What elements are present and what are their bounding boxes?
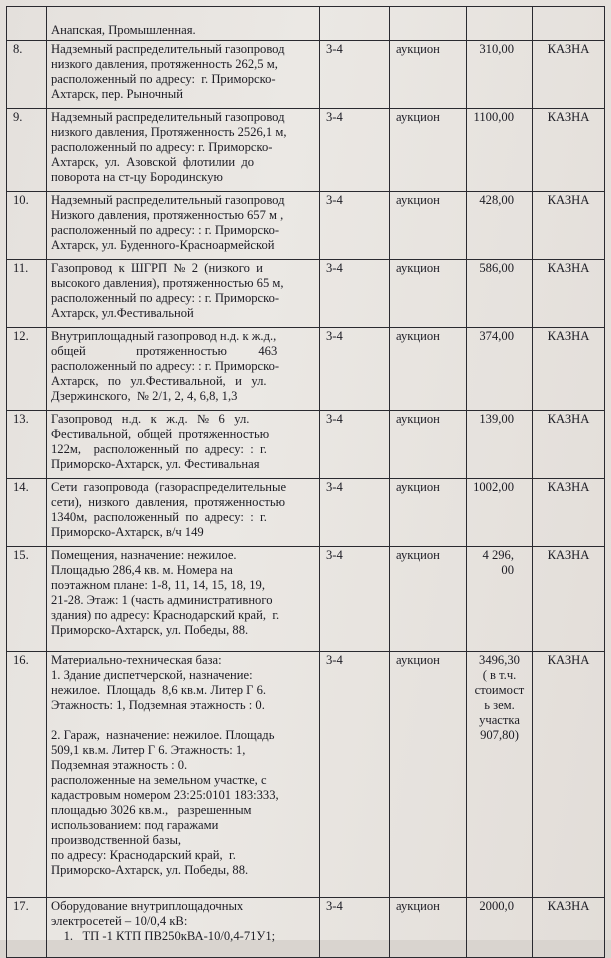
table-row bbox=[7, 898, 605, 958]
description-line: низкого давления, протяженность 262,5 м, bbox=[51, 57, 278, 71]
description-line: Сети газопровода (газораспределительные bbox=[51, 480, 287, 494]
description-line: Низкого давления, протяженностью 657 м , bbox=[51, 208, 284, 222]
description-line: Анапская, Промышленная. bbox=[51, 23, 196, 37]
description-line: сети), низкого давления, протяженностью bbox=[51, 495, 286, 509]
table-row bbox=[7, 411, 605, 479]
description-line: Ахтарск, по ул.Фестивальной, и ул. bbox=[51, 374, 267, 388]
row-sale-method: аукцион bbox=[390, 547, 467, 652]
description-line: Ахтарск, ул.Фестивальной bbox=[51, 306, 194, 320]
description-line: общей протяженностью 463 bbox=[51, 344, 278, 358]
description-line: расположенный по адресу: г. Приморско- bbox=[51, 140, 273, 154]
table-row bbox=[7, 192, 605, 260]
description-line: расположенный по адресу: г. Приморско- bbox=[51, 72, 276, 86]
description-line: электросетей – 10/0,4 кВ: bbox=[51, 914, 188, 928]
table-row bbox=[7, 328, 605, 411]
row-price bbox=[467, 328, 533, 411]
description-line: 2. Гараж, назначение: нежилое. Площадь bbox=[51, 728, 275, 742]
description-line: производственной базы, bbox=[51, 833, 182, 847]
description-line: кадастровым номером 23:25:0101 183:333, bbox=[51, 788, 279, 802]
description-line: Надземный распределительный газопровод bbox=[51, 193, 285, 207]
row-owner: КАЗНА bbox=[533, 652, 605, 898]
description-line: Подземная этажность : 0. bbox=[51, 758, 188, 772]
description-line: Газопровод н.д. к ж.д. № 6 ул. bbox=[51, 412, 250, 426]
row-number: 9. bbox=[7, 109, 47, 192]
row-price bbox=[467, 41, 533, 109]
row-owner bbox=[533, 7, 605, 41]
row-price bbox=[467, 479, 533, 547]
row-sale-method: аукцион bbox=[390, 260, 467, 328]
description-line: Ахтарск, пер. Рыночный bbox=[51, 87, 184, 101]
row-price bbox=[467, 7, 533, 41]
description-line bbox=[51, 8, 315, 23]
price-line: ь зем. bbox=[484, 698, 515, 712]
row-category: 3-4 bbox=[320, 260, 390, 328]
price-line: 428,00 bbox=[479, 193, 514, 207]
row-category: 3-4 bbox=[320, 41, 390, 109]
price-line: стоимост bbox=[474, 683, 525, 697]
row-owner: КАЗНА bbox=[533, 192, 605, 260]
row-owner: КАЗНА bbox=[533, 547, 605, 652]
price-line: 139,00 bbox=[479, 412, 514, 426]
row-price bbox=[467, 547, 533, 652]
description-line: Оборудование внутриплощадочных bbox=[51, 899, 244, 913]
table-row bbox=[7, 41, 605, 109]
row-description bbox=[47, 41, 320, 109]
price-line: участка bbox=[479, 713, 520, 727]
property-table bbox=[6, 6, 605, 958]
description-line: Внутриплощадный газопровод н.д. к ж.д., bbox=[51, 329, 277, 343]
row-sale-method: аукцион bbox=[390, 411, 467, 479]
row-number: 15. bbox=[7, 547, 47, 652]
description-line: Приморско-Ахтарск, ул. Победы, 88. bbox=[51, 623, 249, 637]
description-line: высокого давления), протяженностью 65 м, bbox=[51, 276, 284, 290]
row-number: 13. bbox=[7, 411, 47, 479]
row-price bbox=[467, 898, 533, 958]
description-line: площадью 3026 кв.м., разрешенным bbox=[51, 803, 252, 817]
row-category: 3-4 bbox=[320, 411, 390, 479]
description-line: Ахтарск, ул. Азовской флотилии до bbox=[51, 155, 255, 169]
description-line: нежилое. Площадь 8,6 кв.м. Литер Г 6. bbox=[51, 683, 267, 697]
description-line: Площадью 286,4 кв. м. Номера на bbox=[51, 563, 233, 577]
row-sale-method: аукцион bbox=[390, 192, 467, 260]
description-line: использованием: под гаражами bbox=[51, 818, 219, 832]
row-number: 12. bbox=[7, 328, 47, 411]
row-number: 17. bbox=[7, 898, 47, 958]
row-category: 3-4 bbox=[320, 479, 390, 547]
row-price bbox=[467, 411, 533, 479]
price-line: 310,00 bbox=[479, 42, 514, 56]
description-line: Приморско-Ахтарск, ул. Фестивальная bbox=[51, 457, 260, 471]
row-description bbox=[47, 260, 320, 328]
table-row bbox=[7, 652, 605, 898]
description-line: расположенные на земельном участке, с bbox=[51, 773, 267, 787]
row-sale-method: аукцион bbox=[390, 41, 467, 109]
price-line: 2000,0 bbox=[479, 899, 514, 913]
row-owner: КАЗНА bbox=[533, 898, 605, 958]
description-line: поворота на ст-цу Бородинскую bbox=[51, 170, 223, 184]
price-line: 907,80) bbox=[480, 728, 519, 742]
row-number bbox=[7, 7, 47, 41]
row-number: 14. bbox=[7, 479, 47, 547]
row-sale-method: аукцион bbox=[390, 328, 467, 411]
description-line: Газопровод к ШГРП № 2 (низкого и bbox=[51, 261, 263, 275]
row-category bbox=[320, 7, 390, 41]
row-sale-method: аукцион bbox=[390, 109, 467, 192]
description-line: 1. ТП -1 КТП ПВ250кВА-10/0,4-71У1; bbox=[51, 929, 276, 943]
row-sale-method bbox=[390, 7, 467, 41]
row-category: 3-4 bbox=[320, 547, 390, 652]
row-price bbox=[467, 192, 533, 260]
price-line: 4 296, 00 bbox=[482, 548, 518, 577]
table-row bbox=[7, 479, 605, 547]
description-line: Этажность: 1, Подземная этажность : 0. bbox=[51, 698, 265, 712]
description-line: 21-28. Этаж: 1 (часть административного bbox=[51, 593, 273, 607]
row-category: 3-4 bbox=[320, 652, 390, 898]
description-line: 1. Здание диспетчерской, назначение: bbox=[51, 668, 253, 682]
description-line: Приморско-Ахтарск, ул. Победы, 88. bbox=[51, 863, 249, 877]
description-line: Материально-техническая база: bbox=[51, 653, 222, 667]
row-number: 16. bbox=[7, 652, 47, 898]
row-description bbox=[47, 192, 320, 260]
row-price bbox=[467, 260, 533, 328]
table-row bbox=[7, 547, 605, 652]
row-sale-method: аукцион bbox=[390, 652, 467, 898]
row-category: 3-4 bbox=[320, 109, 390, 192]
description-line: расположенный по адресу: : г. Приморско- bbox=[51, 291, 280, 305]
description-line: 509,1 кв.м. Литер Г 6. Этажность: 1, bbox=[51, 743, 246, 757]
description-line: расположенный по адресу: : г. Приморско- bbox=[51, 223, 280, 237]
description-line: Дзержинского, № 2/1, 2, 4, 6,8, 1,3 bbox=[51, 389, 238, 403]
row-owner: КАЗНА bbox=[533, 41, 605, 109]
row-number: 11. bbox=[7, 260, 47, 328]
description-line: здания) по адресу: Краснодарский край, г. bbox=[51, 608, 280, 622]
description-line: 1340м, расположенный по адресу: : г. bbox=[51, 510, 267, 524]
row-description bbox=[47, 411, 320, 479]
row-owner: КАЗНА bbox=[533, 109, 605, 192]
table-row bbox=[7, 7, 605, 41]
row-owner: КАЗНА bbox=[533, 260, 605, 328]
description-line: по адресу: Краснодарский край, г. bbox=[51, 848, 236, 862]
row-price bbox=[467, 652, 533, 898]
description-line: Надземный распределительный газопровод bbox=[51, 110, 285, 124]
row-owner: КАЗНА bbox=[533, 411, 605, 479]
price-line: 3496,30 bbox=[479, 653, 520, 667]
row-price bbox=[467, 109, 533, 192]
row-owner: КАЗНА bbox=[533, 328, 605, 411]
description-line: Приморско-Ахтарск, в/ч 149 bbox=[51, 525, 204, 539]
description-line: Ахтарск, ул. Буденного-Красноармейской bbox=[51, 238, 275, 252]
description-line: 122м, расположенный по адресу: : г. bbox=[51, 442, 267, 456]
row-description bbox=[47, 652, 320, 898]
table-row bbox=[7, 260, 605, 328]
description-line: низкого давления, Протяженность 2526,1 м, bbox=[51, 125, 287, 139]
description-line: поэтажном плане: 1-8, 11, 14, 15, 18, 19, bbox=[51, 578, 265, 592]
row-number: 10. bbox=[7, 192, 47, 260]
row-description bbox=[47, 7, 320, 41]
row-description bbox=[47, 479, 320, 547]
row-description bbox=[47, 109, 320, 192]
row-category: 3-4 bbox=[320, 328, 390, 411]
description-line: расположенный по адресу: : г. Приморско- bbox=[51, 359, 280, 373]
price-line: 374,00 bbox=[479, 329, 514, 343]
price-line: 586,00 bbox=[479, 261, 514, 275]
price-line: 1100,00 bbox=[473, 110, 514, 124]
row-owner: КАЗНА bbox=[533, 479, 605, 547]
price-line: 1002,00 bbox=[473, 480, 514, 494]
row-sale-method: аукцион bbox=[390, 479, 467, 547]
row-category: 3-4 bbox=[320, 898, 390, 958]
row-description bbox=[47, 328, 320, 411]
row-sale-method: аукцион bbox=[390, 898, 467, 958]
row-description bbox=[47, 898, 320, 958]
row-category: 3-4 bbox=[320, 192, 390, 260]
row-number: 8. bbox=[7, 41, 47, 109]
description-line: Надземный распределительный газопровод bbox=[51, 42, 285, 56]
description-line bbox=[51, 713, 315, 728]
price-line: ( в т.ч. bbox=[482, 668, 517, 682]
row-description bbox=[47, 547, 320, 652]
table-row bbox=[7, 109, 605, 192]
description-line: Помещения, назначение: нежилое. bbox=[51, 548, 237, 562]
description-line: Фестивальной, общей протяженностью bbox=[51, 427, 270, 441]
